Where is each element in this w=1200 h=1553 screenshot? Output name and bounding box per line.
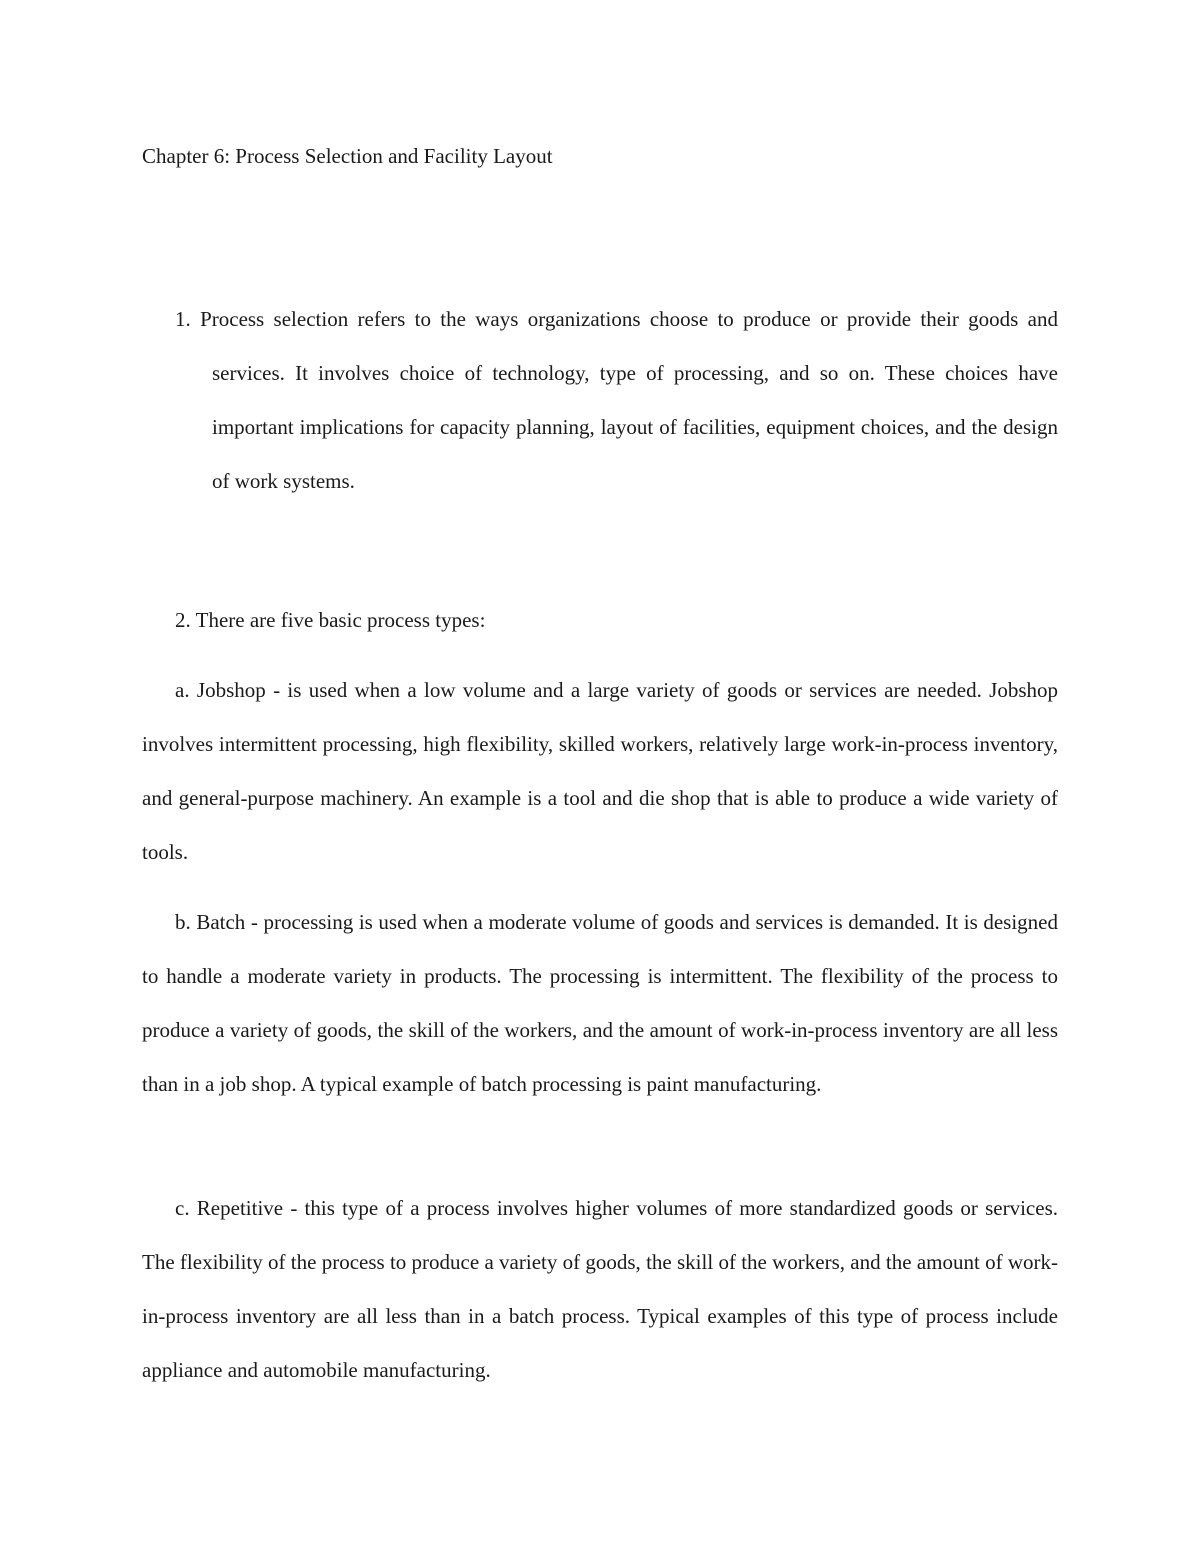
paragraph-process-types-intro: 2. There are five basic process types:	[175, 608, 486, 632]
paragraph-jobshop: a. Jobshop - is used when a low volume and a large variety of goods or services are needed. Jobshop involves intermittent processing, high flexibility, skilled workers, relatively large work-in-process inventory, and general-purpose machinery. An example is a tool and die shop that is able to produce a wide variety of tools.	[142, 678, 1058, 864]
paragraph-batch: b. Batch - processing is used when a moderate volume of goods and services is demanded. It is designed to handle a moderate variety in products. The processing is intermittent. The flexibility of the process to produce a variety of goods, the skill of the workers, and the amount of work-in-process inventory are all less than in a job shop. A typical example of batch processing is paint manufacturing.	[142, 910, 1058, 1096]
paragraph-process-selection: 1. Process selection refers to the ways organizations choose to produce or provide their goods and services. It involves choice of technology, type of processing, and so on. These choices have important implications for capacity planning, layout of facilities, equipment choices, and the design of work systems.	[175, 307, 1058, 493]
page-title: Chapter 6: Process Selection and Facility Layout	[142, 144, 553, 168]
paragraph-repetitive: c. Repetitive - this type of a process involves higher volumes of more standardized goods or services. The flexibility of the process to produce a variety of goods, the skill of the workers, and the amount of work-in-process inventory are all less than in a batch process. Typical examples of this type of process include appliance and automobile manufacturing.	[142, 1196, 1058, 1382]
